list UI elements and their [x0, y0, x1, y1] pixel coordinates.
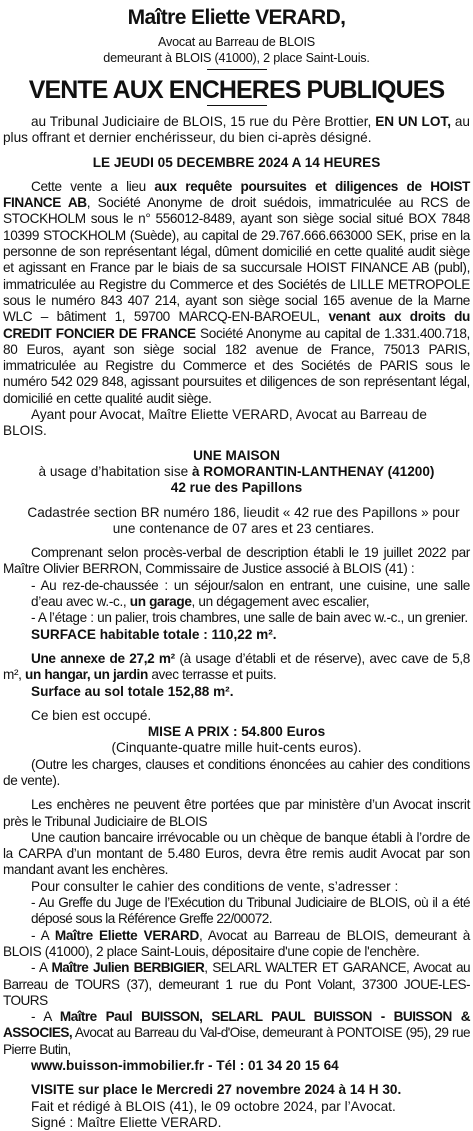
price-note: (Outre les charges, clauses et conditions énoncées au cahier des conditions de vente). — [3, 756, 470, 788]
bidding-rule: Les enchères ne peuvent être portées que par ministère d’un Avocat inscrit près le Tribunal Judiciaire de BLOIS — [3, 797, 470, 829]
notice-headline: VENTE AUX ENCHERES PUBLIQUES — [28, 76, 445, 104]
contact-verard: - A Maître Eliette VERARD, Avocat au Barreau de BLOIS, demeurant à BLOIS (41000), 2 place Saint-Louis, dépositaire d'une copie de l'enchère. — [3, 927, 470, 959]
reserve-price-words: (Cinquante-quatre mille huit-cents euros). — [111, 740, 362, 756]
description-intro: Comprenant selon procès-verbal de description établi le 19 juillet 2022 par Maître Olivier BERRON, Commissaire de Justice associé à BLOIS (41) : — [3, 545, 470, 577]
contact-berbigier: - A Maître Julien BERBIGIER, SELARL WALTER ET GARANCE, Avocat au Barreau de TOURS (37), demeurant 1 rue du Pont Volant, 37300 JOUE-LES-TOURS — [3, 960, 470, 1008]
description-upper-floor: - A l’étage : un palier, trois chambres, une salle de bain avec w.-c., un grenier. — [31, 610, 468, 626]
signature-line: Signé : Maître Eliette VERARD. — [31, 1114, 222, 1130]
bank-guarantee: Une caution bancaire irrévocable ou un chèque de banque établi à l’ordre de la CARPA d’un montant de 5.480 Euros, devra être remis audit Avocat par son mandant avant les enchères. — [3, 829, 470, 878]
counsel-line: Ayant pour Avocat, Maître Eliette VERARD, Avocat au Barreau de BLOIS. — [3, 407, 427, 439]
occupancy: Ce bien est occupé. — [31, 707, 152, 723]
reserve-price: MISE A PRIX : 54.800 Euros — [147, 724, 326, 740]
property-street: 42 rue des Papillons — [170, 480, 303, 496]
divider — [207, 105, 267, 106]
legal-notice — [0, 6, 473, 1130]
intro-paragraph: au Tribunal Judiciaire de BLOIS, 15 rue du Père Brottier, EN UN LOT, au plus offrant et dernier enchérisseur, du bien ci-après désigné. — [3, 114, 470, 146]
contact-buisson: - A Maître Paul BUISSON, SELARL PAUL BUISSON - BUISSON & ASSOCIES, Avocat au Barreau du Val-d'Oise, demeurant à PONTOISE (95), 29 rue Pierre Butin, — [3, 1009, 470, 1057]
sale-date: LE JEUDI 05 DECEMBRE 2024 A 14 HEURES — [92, 154, 381, 170]
consult-intro: Pour consulter le cahier des conditions de vente, s’adresser : — [31, 878, 399, 894]
ground-surface: Surface au sol totale 152,88 m². — [31, 683, 234, 699]
drafted-line: Fait et rédigé à BLOIS (41), le 09 octobre 2024, par l’Avocat. — [31, 1098, 396, 1114]
divider — [207, 69, 267, 70]
living-surface: SURFACE habitable totale : 110,22 m². — [31, 626, 277, 642]
lawyer-address: demeurant à BLOIS (41000), 2 place Saint-Louis. — [103, 51, 370, 65]
cadastre: Cadastrée section BR numéro 186, lieudit « 42 rue des Papillons » pour une contenance de 07 ares et 23 centiares. — [27, 504, 460, 536]
property-title: UNE MAISON — [193, 447, 280, 463]
lawyer-name: Maître Eliette VERARD, — [127, 6, 346, 29]
visit-date: VISITE sur place le Mercredi 27 novembre 2024 à 14 H 30. — [31, 1082, 402, 1098]
description-ground-floor: - Au rez-de-chaussée : un séjour/salon en entrant, une cuisine, une salle d’eau avec w.-c., un garage, un dégagement avec escalier, — [31, 577, 470, 610]
contact-website: www.buisson-immobilier.fr - Tél : 01 34 20 15 64 — [31, 1058, 339, 1074]
annex-paragraph: Une annexe de 27,2 m² (à usage d’établi et de réserve), avec cave de 5,8 m², un hangar, un jardin avec terrasse et puits. — [3, 650, 470, 683]
property-location: à usage d’habitation sise à ROMORANTIN-LANTHENAY (41200) — [38, 463, 435, 479]
pursuit-paragraph: Cette vente a lieu aux requête poursuites et diligences de HOIST FINANCE AB, Société Anonyme de droit suédois, immatriculée au RCS de STOCKHOLM sous le n° 556012-8489, ayant son siège social situé BOX 7848 10399 STOCKHOLM (Suède), au capital de 29.767.666.663000 SEK, prise en la personne de son représentant légal, dûment domicilié en cette qualité audit siège et agissant en France par le biais de sa succursale HOIST FINANCE AB (publ), immatriculée au Registre du Commerce et des Sociétés de LILLE METROPOLE sous le numéro 843 407 214, ayant son siège social 165 avenue de la Marne WLC – bâtiment 1, 59700 MARCQ-EN-BAROEUL, venant aux droits du CREDIT FONCIER DE FRANCE Société Anonyme au capital de 1.331.400.718, 80 Euros, ayant son siège social 182 avenue de France, 75013 PARIS, immatriculée au Registre du Commerce et des Sociétés de PARIS sous le numéro 542 029 848, agissant poursuites et diligences de son représentant légal, domicilié en cette qualité audit siège. — [3, 178, 470, 406]
contact-greffe: - Au Greffe du Juge de l’Exécution du Tribunal Judiciaire de BLOIS, où il a été déposé sous la Référence Greffe 22/00072. — [31, 895, 470, 927]
lawyer-role: Avocat au Barreau de BLOIS — [158, 35, 315, 49]
